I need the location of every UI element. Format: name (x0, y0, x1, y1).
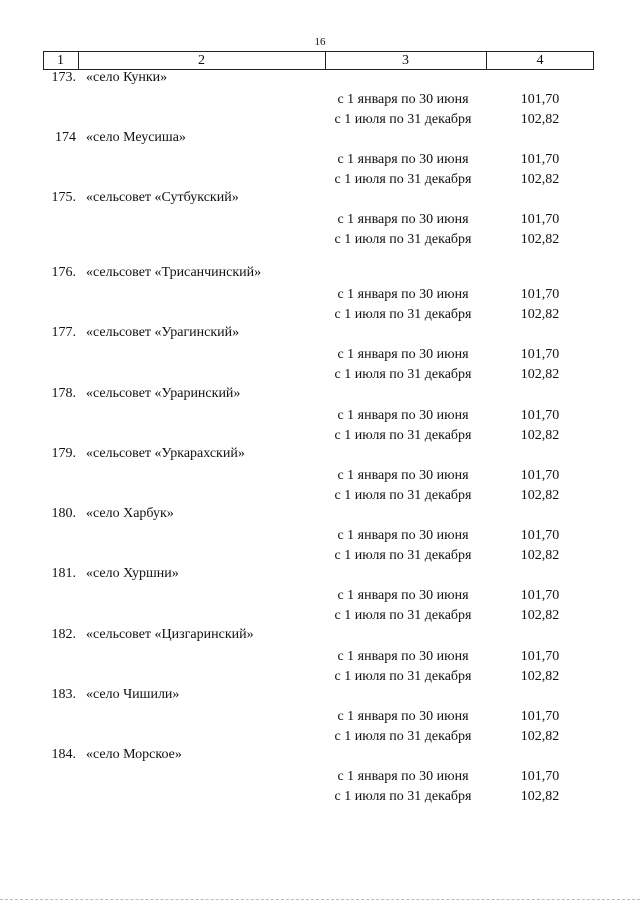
period-label: с 1 января по 30 июня (337, 649, 469, 664)
entry-number: 178. (51, 386, 76, 401)
entry-number: 173. (51, 70, 76, 85)
rate-value: 101,70 (520, 92, 560, 107)
entry-name: «село Кунки» (86, 70, 168, 85)
entry-name: «село Морское» (86, 747, 182, 762)
period-label: с 1 января по 30 июня (337, 408, 469, 423)
period-label: с 1 января по 30 июня (337, 769, 469, 784)
entry-number: 176. (51, 265, 76, 280)
rate-value: 102,82 (520, 428, 560, 443)
entry-name: «село Меусиша» (86, 130, 186, 145)
rate-value: 101,70 (520, 287, 560, 302)
entry-number: 179. (51, 446, 76, 461)
entry-number: 174 (55, 130, 76, 145)
header-col-1: 1 (57, 53, 64, 68)
entry-name: «сельсовет «Трисанчинский» (86, 265, 262, 280)
rate-value: 102,82 (520, 307, 560, 322)
period-label: с 1 января по 30 июня (337, 468, 469, 483)
header-col-4: 4 (536, 53, 544, 68)
period-label: с 1 января по 30 июня (337, 709, 469, 724)
period-label: с 1 июля по 31 декабря (334, 307, 472, 322)
entry-number: 180. (51, 506, 76, 521)
entry-number: 184. (51, 747, 76, 762)
period-label: с 1 июля по 31 декабря (334, 608, 472, 623)
rate-value: 101,70 (520, 152, 560, 167)
period-label: с 1 января по 30 июня (337, 528, 469, 543)
rate-value: 102,82 (520, 608, 560, 623)
header-divider (593, 52, 594, 69)
period-label: с 1 июля по 31 декабря (334, 548, 472, 563)
rate-value: 102,82 (520, 548, 560, 563)
entry-name: «сельсовет «Урагинский» (86, 325, 240, 340)
period-label: с 1 июля по 31 декабря (334, 428, 472, 443)
period-label: с 1 июля по 31 декабря (334, 729, 472, 744)
header-col-2: 2 (198, 53, 205, 68)
table-header (43, 51, 594, 70)
rate-value: 101,70 (520, 408, 560, 423)
rate-value: 101,70 (520, 649, 560, 664)
rate-value: 102,82 (520, 488, 560, 503)
period-label: с 1 июля по 31 декабря (334, 232, 472, 247)
rate-value: 101,70 (520, 709, 560, 724)
rate-value: 102,82 (520, 729, 560, 744)
rate-value: 101,70 (520, 212, 560, 227)
rate-value: 102,82 (520, 172, 560, 187)
period-label: с 1 января по 30 июня (337, 287, 469, 302)
rate-value: 102,82 (520, 232, 560, 247)
rate-value: 102,82 (520, 112, 560, 127)
period-label: с 1 января по 30 июня (337, 152, 469, 167)
rate-value: 102,82 (520, 367, 560, 382)
entry-number: 177. (51, 325, 76, 340)
page-number: 16 (314, 36, 326, 48)
entry-name: «село Харбук» (86, 506, 174, 521)
rate-value: 101,70 (520, 528, 560, 543)
entry-number: 181. (51, 566, 76, 581)
period-label: с 1 июля по 31 декабря (334, 789, 472, 804)
period-label: с 1 июля по 31 декабря (334, 669, 472, 684)
period-label: с 1 июля по 31 декабря (334, 367, 472, 382)
entry-name: «сельсовет «Уркарахский» (86, 446, 245, 461)
entry-name: «сельсовет «Ураринский» (86, 386, 241, 401)
page-bottom-rule (0, 899, 640, 900)
rate-value: 101,70 (520, 588, 560, 603)
period-label: с 1 июля по 31 декабря (334, 172, 472, 187)
rate-value: 101,70 (520, 468, 560, 483)
entry-number: 183. (51, 687, 76, 702)
entry-name: «село Чишили» (86, 687, 180, 702)
rate-value: 102,82 (520, 789, 560, 804)
period-label: с 1 января по 30 июня (337, 92, 469, 107)
period-label: с 1 июля по 31 декабря (334, 488, 472, 503)
period-label: с 1 января по 30 июня (337, 212, 469, 227)
period-label: с 1 июля по 31 декабря (334, 112, 472, 127)
entry-number: 182. (51, 627, 76, 642)
entry-name: «село Хуршни» (86, 566, 179, 581)
period-label: с 1 января по 30 июня (337, 347, 469, 362)
entry-name: «сельсовет «Цизгаринский» (86, 627, 254, 642)
rate-value: 101,70 (520, 769, 560, 784)
rate-value: 101,70 (520, 347, 560, 362)
entry-number: 175. (51, 190, 76, 205)
header-col-3: 3 (402, 53, 409, 68)
period-label: с 1 января по 30 июня (337, 588, 469, 603)
rate-value: 102,82 (520, 669, 560, 684)
entry-name: «сельсовет «Сутбукский» (86, 190, 239, 205)
